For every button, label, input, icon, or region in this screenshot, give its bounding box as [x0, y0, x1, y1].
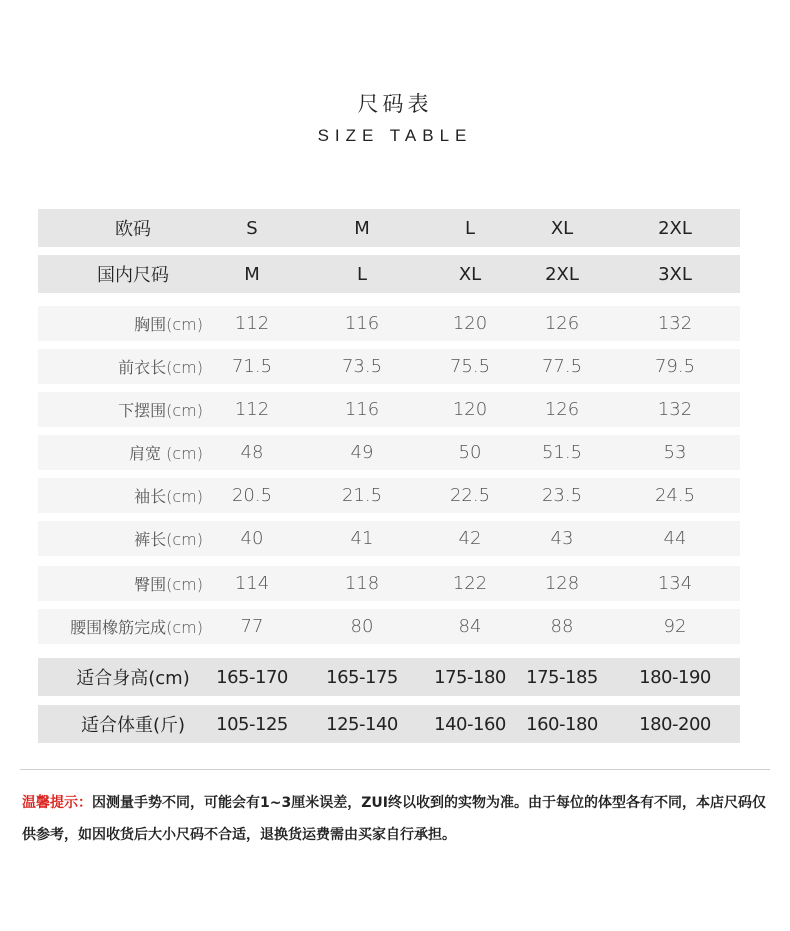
measure-row-7-value-2: 118: [344, 573, 380, 594]
header-row-1-value-3: L: [464, 217, 476, 239]
measure-row-3: [38, 392, 740, 427]
measure-row-4-value-5: 53: [663, 442, 687, 463]
measure-row-1-value-5: 132: [657, 313, 693, 334]
title-en: SIZE TABLE: [317, 126, 473, 145]
measure-row-8: [38, 609, 740, 644]
measure-row-2-value-4: 77.5: [541, 356, 583, 377]
fit-row-1-value-2: 165-175: [326, 666, 398, 688]
measure-row-1-value-1: 112: [234, 313, 270, 334]
measure-row-4-value-4: 51.5: [541, 442, 583, 463]
fit-row-2-value-2: 125-140: [326, 713, 398, 735]
measure-row-6: [38, 521, 740, 556]
measure-row-5-value-2: 21.5: [341, 485, 383, 506]
measure-row-1-label: 胸围(cm): [134, 315, 203, 334]
measure-row-4: [38, 435, 740, 470]
measure-row-2-value-3: 75.5: [449, 356, 491, 377]
measure-row-6-label: 裤长(cm): [134, 530, 203, 549]
header-row-1-value-4: XL: [550, 217, 574, 239]
measure-row-8-value-4: 88: [550, 616, 574, 637]
measure-row-1-value-2: 116: [344, 313, 380, 334]
measure-row-8-value-2: 80: [350, 616, 374, 637]
measure-row-3-value-5: 132: [657, 399, 693, 420]
measure-row-4-label: 肩宽 (cm): [129, 444, 203, 463]
measure-row-3-label: 下摆围(cm): [118, 401, 203, 420]
fit-row-2: [38, 705, 740, 743]
measure-row-6-value-2: 41: [350, 528, 374, 549]
fit-row-1-value-1: 165-170: [216, 666, 288, 688]
header-row-2-value-2: L: [356, 263, 368, 285]
measure-row-1-value-3: 120: [452, 313, 488, 334]
measure-row-6-value-1: 40: [240, 528, 264, 549]
header-row-2: [38, 255, 740, 293]
measure-row-8-value-1: 77: [240, 616, 264, 637]
measure-row-8-value-3: 84: [458, 616, 482, 637]
measure-row-5-label: 袖长(cm): [134, 487, 203, 506]
measure-row-1: [38, 306, 740, 341]
measure-row-5-value-4: 23.5: [541, 485, 583, 506]
fit-row-2-value-3: 140-160: [434, 713, 506, 735]
fit-row-2-value-1: 105-125: [216, 713, 288, 735]
header-row-2-value-3: XL: [458, 263, 482, 285]
measure-row-7: [38, 566, 740, 601]
measure-row-5-value-3: 22.5: [449, 485, 491, 506]
fit-row-1-value-5: 180-190: [639, 666, 711, 688]
measure-row-5-value-1: 20.5: [231, 485, 273, 506]
measure-row-4-value-3: 50: [458, 442, 482, 463]
measure-row-3-value-2: 116: [344, 399, 380, 420]
measure-row-3-value-3: 120: [452, 399, 488, 420]
header-row-1-value-5: 2XL: [658, 217, 692, 239]
measure-row-7-label: 臀围(cm): [134, 575, 203, 594]
measure-row-3-value-1: 112: [234, 399, 270, 420]
header-row-1: [38, 209, 740, 247]
measure-row-1-value-4: 126: [544, 313, 580, 334]
measure-row-7-value-4: 128: [544, 573, 580, 594]
measure-row-2: [38, 349, 740, 384]
notice: [22, 787, 772, 851]
measure-row-8-label: 腰围橡筋完成(cm): [70, 618, 203, 637]
notice-text: 因测量手势不同，可能会有1~3厘米误差，ZUI终以收到的实物为准。由于每位的体型各有不同，本店尺码仅供参考，如因收货后大小尺码不合适，退换货运费需由买家自行承担。: [22, 795, 766, 843]
measure-row-8-value-5: 92: [663, 616, 687, 637]
measure-row-2-value-2: 73.5: [341, 356, 383, 377]
measure-row-7-value-3: 122: [452, 573, 488, 594]
fit-row-1-label: 适合身高(cm): [76, 668, 190, 689]
fit-row-1-value-3: 175-180: [434, 666, 506, 688]
measure-row-4-value-1: 48: [240, 442, 264, 463]
header-row-2-label: 国内尺码: [97, 265, 169, 286]
fit-row-2-value-5: 180-200: [639, 713, 711, 735]
measure-row-5: [38, 478, 740, 513]
measure-row-2-value-1: 71.5: [231, 356, 273, 377]
header-row-2-value-5: 3XL: [658, 263, 692, 285]
measure-row-2-value-5: 79.5: [654, 356, 696, 377]
fit-row-1: [38, 658, 740, 696]
header-row-2-value-4: 2XL: [545, 263, 579, 285]
measure-row-4-value-2: 49: [350, 442, 374, 463]
measure-row-5-value-5: 24.5: [654, 485, 696, 506]
notice-highlight: 温馨提示：: [22, 795, 92, 811]
fit-row-2-value-4: 160-180: [526, 713, 598, 735]
fit-row-1-value-4: 175-185: [526, 666, 598, 688]
header-row-1-label: 欧码: [115, 219, 151, 240]
measure-row-7-value-1: 114: [234, 573, 270, 594]
header-row-1-value-1: S: [246, 217, 258, 239]
measure-row-6-value-4: 43: [550, 528, 574, 549]
header-row-2-value-1: M: [244, 263, 260, 285]
measure-row-6-value-3: 42: [458, 528, 482, 549]
header-row-1-value-2: M: [354, 217, 370, 239]
divider: [20, 769, 770, 770]
measure-row-7-value-5: 134: [657, 573, 693, 594]
title-cn: 尺码表: [357, 92, 433, 116]
measure-row-3-value-4: 126: [544, 399, 580, 420]
measure-row-2-label: 前衣长(cm): [118, 358, 203, 377]
fit-row-2-label: 适合体重(斤): [80, 715, 186, 736]
measure-row-6-value-5: 44: [663, 528, 687, 549]
